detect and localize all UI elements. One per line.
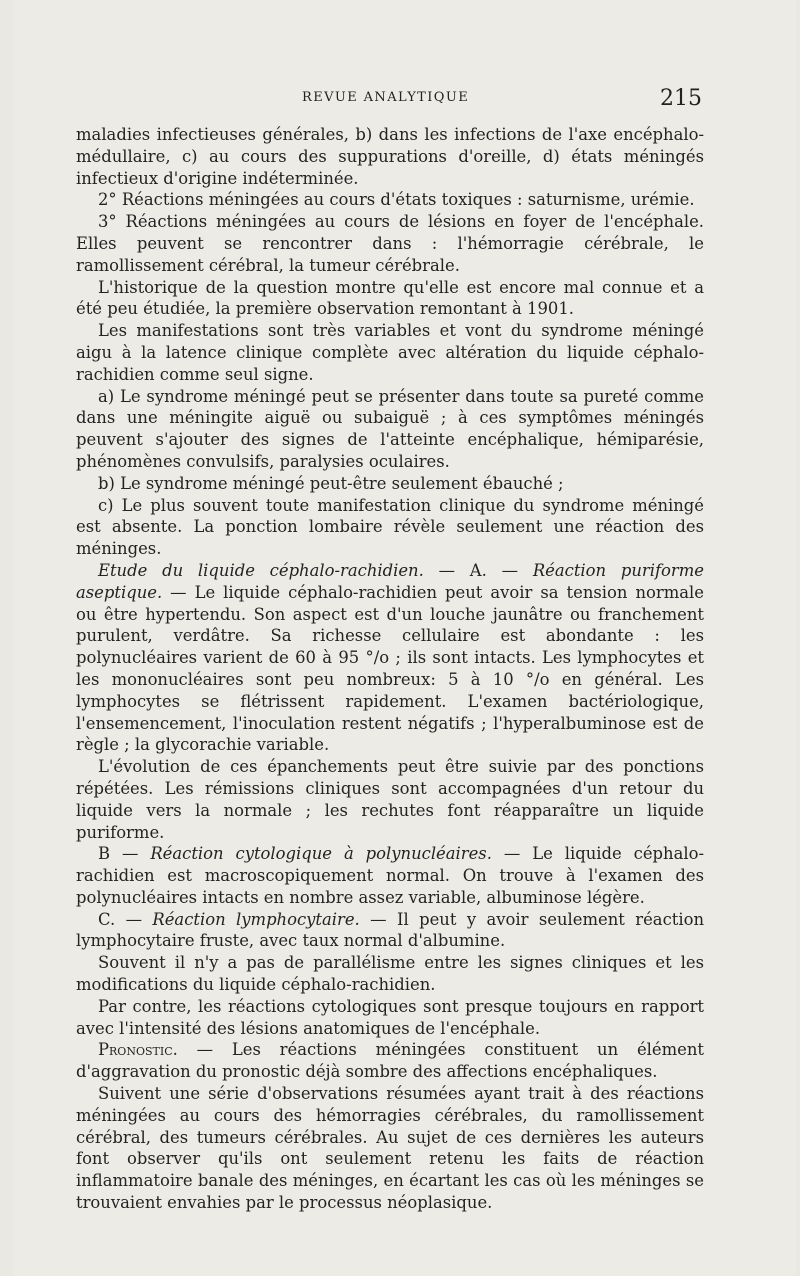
paragraph-evolution: L'évolution de ces épanchements peut être suivie par des ponctions répétées. Les rémissions cliniques sont accompagnées d'un retour du liquide vers la normale ; les rechutes font réapparaître un liquide puriforme. xyxy=(76,757,704,842)
paragraph: 3° Réactions méningées au cours de lésions en foyer de l'encéphale. Elles peuvent se rencontrer dans : l'hémorragie cérébrale, le ramollissement cérébral, la tumeur cérébrale. xyxy=(76,212,704,275)
section-c-paragraph xyxy=(76,909,704,953)
paragraph: b) Le syndrome méningé peut-être seulement ébauché ; xyxy=(98,473,564,493)
paragraph: a) Le syndrome méningé peut se présenter dans toute sa pureté comme dans une méningite aiguë ou subaiguë ; à ces symptômes méningés peuvent s'ajouter des signes de l'atteinte encéphalique, hémiparésie, phénomènes convulsifs, paralysies oculaires. xyxy=(76,386,704,471)
prognosis-label: Pronostic. xyxy=(98,1040,178,1060)
section-a-title: Etude du liquide céphalo-rachidien. xyxy=(98,560,424,580)
section-b-paragraph xyxy=(76,843,704,908)
page-body xyxy=(76,124,704,1214)
section-a-subtitle: Réaction puriforme aseptique. xyxy=(76,560,705,602)
paragraph: Par contre, les réactions cytologiques sont presque toujours en rapport avec l'intensité des lésions anatomiques de l'encéphale. xyxy=(76,996,704,1038)
prognosis-paragraph xyxy=(76,1039,704,1083)
prognosis-text: — Les réactions méningées constituent un élément d'aggravation du pronostic déjà sombre des affections encéphaliques. xyxy=(76,1040,704,1082)
section-c-title: Réaction lymphocytaire. xyxy=(152,909,360,929)
section-b-text: — Le liquide céphalo-rachidien est macroscopiquement normal. On trouve à l'examen des polynucléaires intacts en nombre assez variable, albuminose légère. xyxy=(76,844,704,907)
page xyxy=(14,0,796,1276)
paragraph: Les manifestations sont très variables et vont du syndrome méningé aigu à la latence clinique complète avec altération du liquide céphalo-rachidien comme seul signe. xyxy=(76,321,704,384)
paragraph: L'historique de la question montre qu'elle est encore mal connue et a été peu étudiée, la première observation remontant à 1901. xyxy=(76,277,704,319)
section-a-dash: — A. — xyxy=(423,560,533,580)
section-c-text: — Il peut y avoir seulement réaction lymphocytaire fruste, avec taux normal d'albumine. xyxy=(76,909,705,951)
section-a-paragraph xyxy=(76,560,704,756)
section-a-text: — Le liquide céphalo-rachidien peut avoir sa tension normale ou être hypertendu. Son aspect est d'un louche jaunâtre ou franchement purulent, verdâtre. Sa richesse cellulaire est abondante : les polynucléaires varient de 60 à 95 °/o ; ils sont intacts. Les lymphocytes et les mononucléaires sont peu nombreux: 5 à 10 °/o en général. Les lymphocytes se flétrissent rapidement. L'examen bactériologique, l'ensemencement, l'inoculation restent négatifs ; l'hyperalbuminose est de règle ; la glycorachie variable. xyxy=(76,582,704,755)
section-b-title: Réaction cytologique à polynucléaires. xyxy=(150,844,492,864)
page-header xyxy=(14,86,796,110)
section-c-label: C. — xyxy=(98,909,153,929)
paragraph: c) Le plus souvent toute manifestation clinique du syndrome méningé est absente. La ponction lombaire révèle seulement une réaction des méninges. xyxy=(76,495,704,559)
paragraph: Souvent il n'y a pas de parallélisme entre les signes cliniques et les modifications du liquide céphalo-rachidien. xyxy=(76,953,704,995)
paragraph: 2° Réactions méningées au cours d'états toxiques : saturnisme, urémie. xyxy=(98,190,695,210)
paragraph-final: Suivent une série d'observations résumées ayant trait à des réactions méningées au cours des hémorragies cérébrales, du ramollissement cérébral, des tumeurs cérébrales. Au sujet de ces dernières les auteurs font observer qu'ils ont seulement retenu les faits de réaction inflammatoire banale des méninges, en écartant les cas où les méninges se trouvaient envahies par le processus néoplasique. xyxy=(76,1084,704,1213)
running-title: REVUE ANALYTIQUE xyxy=(302,90,470,105)
paragraph: maladies infectieuses générales, b) dans les infections de l'axe encéphalo-médullaire, c) au cours des suppurations d'oreille, d) états méningés infectieux d'origine indéterminée. xyxy=(76,125,704,188)
section-b-label: B — xyxy=(98,844,151,864)
page-number: 215 xyxy=(660,86,702,111)
